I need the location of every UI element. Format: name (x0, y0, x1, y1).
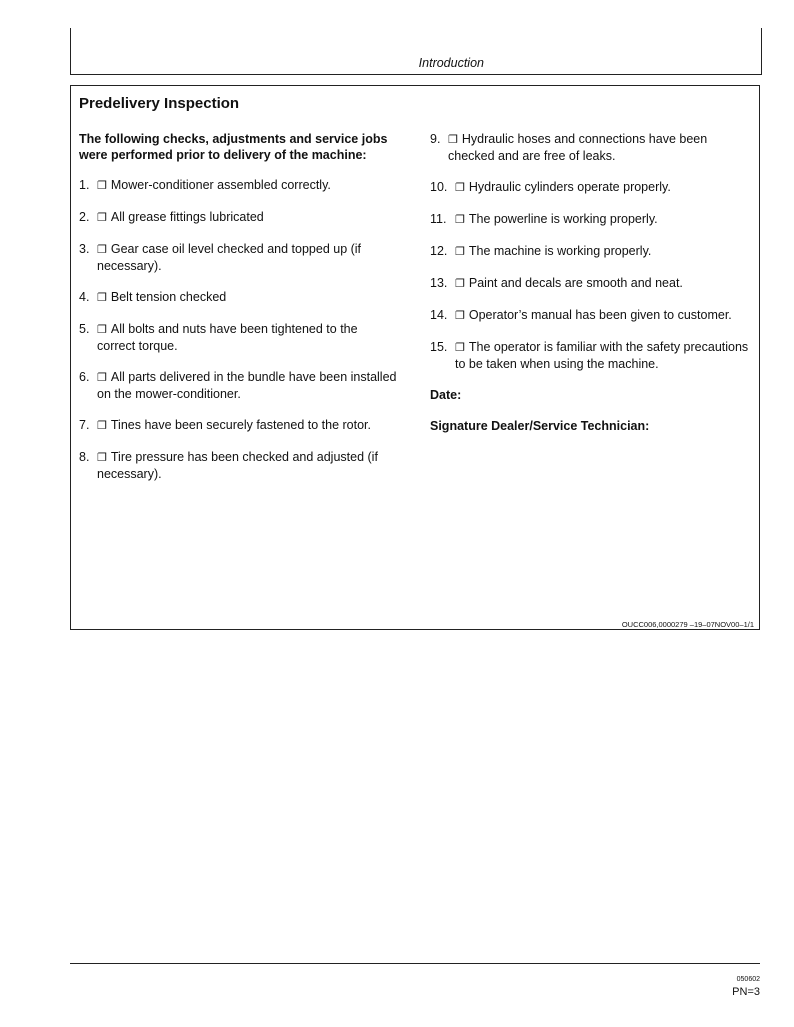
checklist-item (430, 211, 752, 228)
item-content (97, 369, 399, 402)
item-number: 13. (430, 276, 448, 290)
item-text: All parts delivered in the bundle have been installed on the mower-conditioner. (97, 370, 397, 401)
checklist-item (79, 177, 399, 194)
checklist-item (79, 321, 399, 354)
item-text: All grease fittings lubricated (110, 210, 264, 224)
item-text: Mower-conditioner assembled correctly. (110, 178, 331, 192)
checklist-item (430, 179, 752, 196)
page-code: 050602 (736, 976, 760, 983)
checkbox-icon[interactable]: ❐ (455, 246, 465, 258)
checklist-left (79, 177, 399, 482)
checkbox-icon[interactable]: ❐ (97, 180, 107, 192)
item-text: Hydraulic cylinders operate properly. (468, 180, 671, 194)
checklist-item (79, 209, 399, 226)
checkbox-icon[interactable]: ❐ (97, 372, 107, 384)
checkbox-icon[interactable]: ❐ (448, 134, 458, 146)
checkbox-icon[interactable]: ❐ (455, 310, 465, 322)
item-text: Tire pressure has been checked and adjusted (if necessary). (97, 450, 378, 481)
item-text: Belt tension checked (110, 290, 227, 304)
item-number: 7. (79, 418, 90, 432)
left-column (79, 131, 399, 497)
checkbox-icon[interactable]: ❐ (97, 292, 107, 304)
item-number: 5. (79, 322, 90, 336)
item-content (97, 209, 399, 226)
checkbox-icon[interactable]: ❐ (455, 214, 465, 226)
checkbox-icon[interactable]: ❐ (97, 420, 107, 432)
item-text: The machine is working properly. (468, 244, 652, 258)
checkbox-icon[interactable]: ❐ (455, 342, 465, 354)
item-content (97, 417, 399, 434)
item-number: 9. (430, 132, 441, 146)
checklist-item (430, 243, 752, 260)
item-text: Gear case oil level checked and topped up (if necessary). (97, 242, 362, 273)
item-content (97, 177, 399, 194)
checkbox-icon[interactable]: ❐ (97, 324, 107, 336)
item-number: 1. (79, 178, 90, 192)
checklist-right (430, 131, 752, 372)
section-header: Introduction (418, 56, 484, 70)
checkbox-icon[interactable]: ❐ (455, 182, 465, 194)
page-title: Predelivery Inspection (79, 95, 240, 112)
item-content (97, 241, 399, 274)
item-number: 12. (430, 244, 448, 258)
item-number: 3. (79, 242, 90, 256)
intro-text: The following checks, adjustments and service jobs were performed prior to delivery of the machine: (79, 132, 388, 162)
item-content (455, 243, 752, 260)
checklist-item (430, 131, 752, 164)
item-text: The operator is familiar with the safety precautions to be taken when using the machine. (455, 340, 749, 371)
item-content (455, 307, 752, 324)
item-text: Operator’s manual has been given to customer. (468, 308, 732, 322)
item-text: All bolts and nuts have been tightened to the correct torque. (97, 322, 358, 353)
item-text: Tines have been securely fastened to the rotor. (110, 418, 371, 432)
item-content (455, 211, 752, 228)
checklist-item (79, 241, 399, 274)
checklist-item (79, 417, 399, 434)
item-number: 11. (430, 212, 447, 226)
checklist-item (79, 449, 399, 482)
header-frame (70, 28, 762, 75)
right-column (430, 131, 752, 449)
item-number: 10. (430, 180, 448, 194)
item-text: The powerline is working properly. (468, 212, 658, 226)
checklist-item (430, 275, 752, 292)
checkbox-icon[interactable]: ❐ (97, 452, 107, 464)
checklist-item (79, 289, 399, 306)
checklist-item (79, 369, 399, 402)
document-reference-code: OUCC006,0000279 –19–07NOV00–1/1 (621, 620, 754, 629)
item-number: 8. (79, 450, 90, 464)
item-content (455, 275, 752, 292)
item-number: 4. (79, 290, 90, 304)
bottom-divider (70, 963, 760, 964)
item-content (448, 131, 752, 164)
item-text: Paint and decals are smooth and neat. (468, 276, 683, 290)
item-content (455, 179, 752, 196)
item-number: 2. (79, 210, 90, 224)
page-number: PN=3 (732, 986, 760, 998)
item-number: 15. (430, 340, 448, 354)
checkbox-icon[interactable]: ❐ (97, 244, 107, 256)
item-content (97, 289, 399, 306)
item-number: 6. (79, 370, 90, 384)
date-label: Date: (430, 388, 462, 402)
checklist-item (430, 339, 752, 372)
item-content (97, 321, 399, 354)
signature-label: Signature Dealer/Service Technician: (430, 419, 650, 433)
item-number: 14. (430, 308, 448, 322)
item-content (97, 449, 399, 482)
checkbox-icon[interactable]: ❐ (455, 278, 465, 290)
item-text: Hydraulic hoses and connections have been checked and are free of leaks. (448, 132, 708, 163)
item-content (455, 339, 752, 372)
checkbox-icon[interactable]: ❐ (97, 212, 107, 224)
checklist-item (430, 307, 752, 324)
